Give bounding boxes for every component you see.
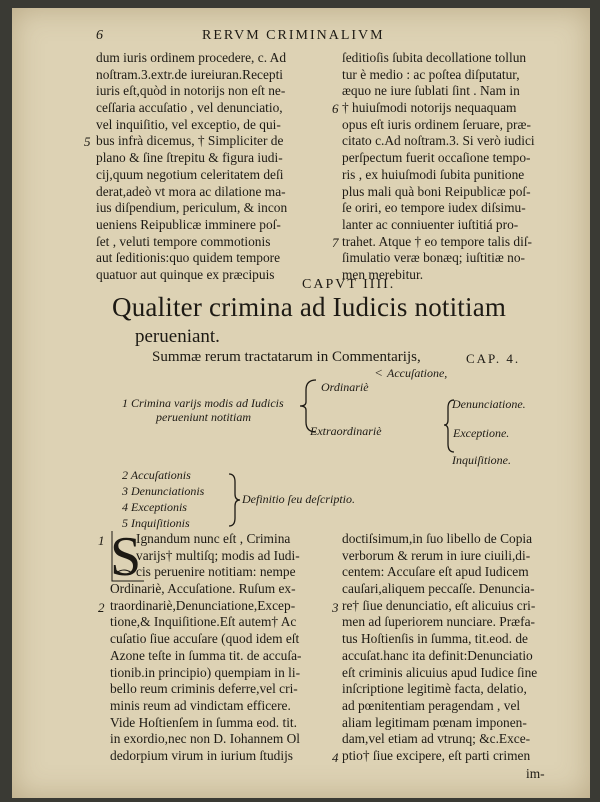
schedule-list-item: 2 Accuſationis [122,468,191,482]
margin-number: 3 [332,600,339,615]
text-line: æquo ne iure ſublati ſint . Nam in [342,83,520,99]
text-line: ptio† ſiue excipere, eſt parti crimen [342,747,531,763]
schedule-definitio: Definitio ſeu deſcriptio. [242,492,355,506]
text-line: vel inquiſitio, vel exceptio, de qui- [96,116,281,132]
schedule-ordinarie: Ordinariè [321,380,369,394]
text-line: ſe oriri, eo tempore iudex diſsimu- [342,200,526,216]
text-line: centem: Accuſare eſt apud Iudicem [342,564,529,580]
bottom-left-column [110,526,336,765]
folio-number: 6 [96,28,103,43]
text-line: ceſſaria accuſatio , vel denunciatio, [96,100,283,116]
top-right-column [342,50,590,284]
text-line: inſcriptione legitimè facta, delatio, [342,681,527,697]
schedule-exceptione: Exceptione. [453,426,510,440]
summary-heading: Summæ rerum tractatarum in Commentarijs, [152,349,421,365]
schedule-list-item: 4 Exceptionis [122,500,187,514]
text-line: cij,quum negotium celeritatem deſi [96,166,284,182]
brace-small: < [375,365,383,380]
margin-number: 7 [332,235,339,250]
schedule-denunciatione: Denunciatione. [452,397,526,411]
text-line: cis peruenire notitiam: nempe [136,564,296,580]
text-line: plus mali quà boni Reipublicæ poſ- [342,183,531,199]
schedule-list-item: 5 Inquiſitionis [122,516,190,530]
text-line: varijs† multiſq; modis ad Iudi- [136,547,300,563]
text-line: accuſat.hanc ita definit:Denunciatio [342,647,533,663]
schedule-main-line1: 1 Crimina varijs modis ad Iudicis [122,396,284,410]
text-line: Ignandum nunc eſt , Crimina [136,531,291,546]
text-line: men merebitur. [342,266,424,282]
summary-chapter-ref: CAP. 4. [466,351,521,366]
text-line: dedorpium virum in iurium ſtudijs [110,747,293,763]
schedule-list-item: 3 Denunciationis [122,484,205,498]
text-line: ſimulatio veræ bonæq; iuſtitiæ no- [342,250,526,266]
text-line: perſpectum fuerit occaſione tempo- [342,150,531,166]
text-line: ſeditioſis ſubita decollatione tollun [342,50,527,65]
text-line: tionib.in principio) quempiam in li- [110,664,301,680]
text-line: in exordio,nec non D. Iohannem Ol [110,731,301,747]
text-line: cauſari,aliquem peccaſſe. Denuncia- [342,581,535,597]
text-line: men ad ſuperiorem nunciare. Præfa- [342,614,535,630]
text-line: plano & ſine ſtrepitu & figura iudi- [96,150,283,166]
margin-number: 6 [332,101,339,116]
text-line: doctiſsimum,in ſuo libello de Copia [342,531,533,546]
drop-cap: S [110,526,142,588]
margin-number: 1 [98,533,105,548]
margin-number: 2 [98,600,105,615]
text-line: tione,& Inquiſitione.Eſt autem† Ac [110,614,297,630]
text-line: noſtram.3.extr.de iureiuran.Recepti [96,66,284,82]
schedule-inquisitione: Inquiſitione. [452,453,511,467]
schedule-brace-definitio [225,470,243,530]
text-line: dum iuris ordinem procedere, c. Ad [96,50,287,65]
chapter-title: Qualiter crimina ad Iudicis notitiam [112,292,507,322]
text-line: bello reum criminis deferre,vel cri- [110,681,298,697]
text-line: cuſatio ſiue accuſare (quod idem eſt [110,631,300,647]
text-line: trahet. Atque † eo tempore talis diſ- [342,233,533,249]
text-line: dam,vel etiam ad vtrunq; &c.Exce- [342,731,531,747]
running-head: RERVM CRIMINALIVM [202,28,385,43]
chapter-title-continuation: perueniant. [135,326,220,347]
text-line: Ordinariè, Accuſatione. Ruſum ex- [110,581,296,597]
text-line: tur è medio : ac poſtea diſputatur, [342,66,520,82]
text-line: quatuor aut quinque ex præcipuis [96,266,275,282]
catchword: im- [526,766,545,781]
chapter-label: CAPVT IIII. [302,277,396,292]
text-line: Vide Hoſtienſem in ſumma eod. tit. [110,714,298,730]
text-line: ris , ex huiuſmodi ſubita punitione [342,166,525,182]
text-line: ueniens Reipublicæ imminere poſ- [96,216,281,232]
text-line: ſet , veluti tempore commotionis [96,233,271,249]
text-line: iuris eſt,quòd in notorijs non eſt ne- [96,83,286,99]
text-line: Azone teſte in ſumma tit. de accuſa- [110,647,302,663]
text-line: aut ſeditionis:quo quidem tempore [96,250,281,266]
text-line: derat,adeò vt mora ac dilatione ma- [96,183,286,199]
book-page [12,8,590,798]
text-line: ius diſpendium, periculum, & incon [96,200,288,216]
text-line: citato c.Ad noſtram.3. Si verò iudici [342,133,535,149]
text-line: opus eſt iuris ordinem ſeruare, præ- [342,116,531,132]
text-line: re† ſiue denunciatio, eſt alicuius cri- [342,597,536,613]
text-line: aliam legitimam pœnam imponen- [342,714,527,730]
text-line: minis reum ad vindictam efficere. [110,697,291,713]
text-line: bus infrà dicemus, † Simpliciter de [96,133,284,149]
text-line: traordinariè,Denunciatione,Excep- [110,597,296,613]
top-left-column [96,50,336,284]
schedule-extraordinarie: Extraordinariè [310,424,382,438]
margin-number: 4 [332,750,339,765]
schedule-main-line2: perueniunt notitiam [156,410,251,424]
text-line: verborum & rerum in iure ciuili,di- [342,547,531,563]
text-line: lanter ac conniuenter iuſtitiá pro- [342,216,519,232]
text-line: eſt criminis alicuius apud Iudice ſine [342,664,538,680]
text-line: ad pœnitentiam peragendam , vel [342,697,521,713]
bottom-right-column [342,531,590,765]
schedule-accusatione: Accuſatione, [387,366,448,380]
text-line: † huiuſmodi notorijs nequaquam [342,100,517,116]
margin-number: 5 [84,134,91,149]
text-line: tus Hoſtienſis in ſumma, tit.eod. de [342,631,528,647]
